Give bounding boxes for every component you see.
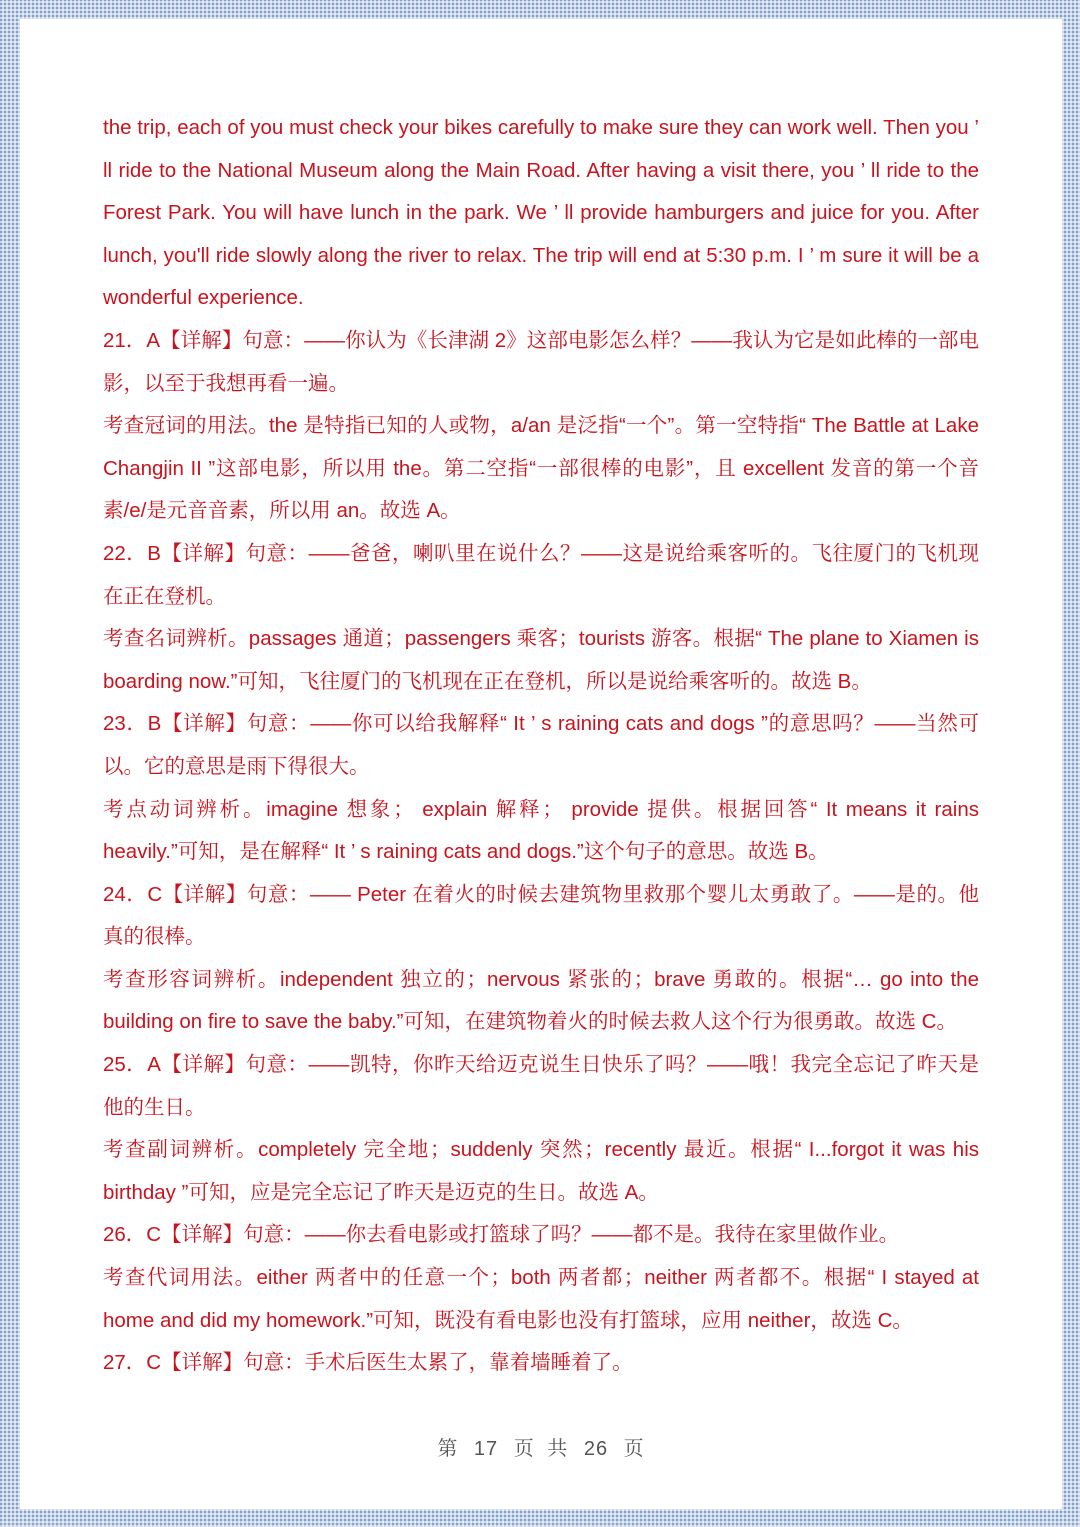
answer-26-translation: 26．C【详解】句意：——你去看电影或打篮球了吗？——都不是。我待在家里做作业。 [103, 1223, 900, 1247]
answer-22-translation: 22．B【详解】句意：——爸爸，喇叭里在说什么？——这是说给乘客听的。飞往厦门的飞机现在正在登机。 [103, 541, 979, 608]
answer-23-translation: 23．B【详解】句意：——你可以给我解释“ It ’ s raining cats and dogs ”的意思吗？——当然可以。它的意思是雨下得很大。 [103, 712, 979, 778]
footer-total-word: 共 [547, 1438, 569, 1460]
page-footer [20, 1432, 1062, 1461]
footer-current-page: 17 [473, 1438, 499, 1460]
document-body [103, 107, 979, 1385]
footer-page-suffix: 页 [623, 1438, 645, 1460]
footer-page-word: 页 [513, 1438, 535, 1460]
answer-22-explanation: 考查名词辨析。passages 通道；passengers 乘客；tourists 游客。根据“ The plane to Xiamen is boarding now.”可知，飞往厦门的飞机现在正在登机，所以是说给乘客听的。故选 B。 [103, 627, 979, 693]
footer-page-prefix: 第 [437, 1438, 459, 1460]
answer-25-explanation: 考查副词辨析。completely 完全地；suddenly 突然；recently 最近。根据“ I...forgot it was his birthday ”可知，应是完全忘记了昨天是迈克的生日。故选 A。 [103, 1138, 979, 1204]
answer-26-explanation: 考查代词用法。either 两者中的任意一个；both 两者都；neither 两者都不。根据“ I stayed at home and did my homework.”可知，既没有看电影也没有打篮球，应用 neither，故选 C。 [103, 1266, 979, 1332]
document-page [20, 19, 1062, 1509]
footer-total-pages: 26 [583, 1438, 609, 1460]
answer-21-explanation: 考查冠词的用法。the 是特指已知的人或物，a/an 是泛指“一个”。第一空特指“ The Battle at Lake Changjin II ”这部电影，所以用 the。第二空指“一部很棒的电影”，且 excellent 发音的第一个音素/e/是元音音素，所以用 an。故选 A。 [103, 414, 979, 523]
answer-24-explanation: 考查形容词辨析。independent 独立的；nervous 紧张的；brave 勇敢的。根据“… go into the building on fire to save the baby.”可知，在建筑物着火的时候去救人这个行为很勇敢。故选 C。 [103, 967, 979, 1034]
paragraph-passage-end: the trip, each of you must check your bikes carefully to make sure they can work well. Then you ’ ll ride to the National Museum along the Main Road. After having a visit there, you ’ ll ride to the Forest Park. You will have lunch in the park. We ’ ll provide hamburgers and juice for you. After lunch, you'll ride slowly along the river to relax. The trip will end at 5:30 p.m. I ’ m sure it will be a wonderful experience. [103, 116, 979, 310]
answer-21-translation: 21．A【详解】句意：——你认为《长津湖 2》这部电影怎么样？——我认为它是如此棒的一部电影，以至于我想再看一遍。 [103, 328, 979, 395]
answer-24-translation: 24．C【详解】句意：—— Peter 在着火的时候去建筑物里救那个婴儿太勇敢了。——是的。他真的很棒。 [103, 882, 979, 949]
answer-27-translation: 27．C【详解】句意：手术后医生太累了，靠着墙睡着了。 [103, 1351, 633, 1375]
answer-23-explanation: 考点动词辨析。imagine 想象； explain 解释； provide 提供。根据回答“ It means it rains heavily.”可知，是在解释“ It ’ s raining cats and dogs.”这个句子的意思。故选 B。 [103, 797, 979, 864]
answer-25-translation: 25．A【详解】句意：——凯特，你昨天给迈克说生日快乐了吗？——哦！我完全忘记了昨天是他的生日。 [103, 1053, 979, 1119]
